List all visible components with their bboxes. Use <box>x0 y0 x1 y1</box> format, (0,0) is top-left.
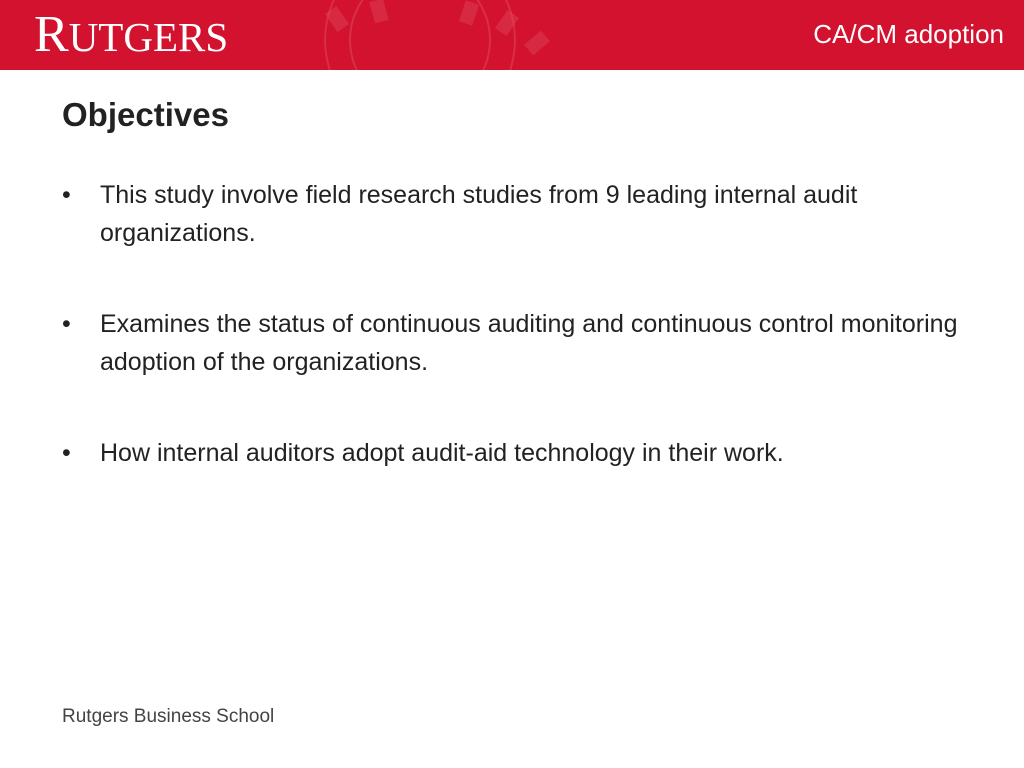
bullet-item <box>62 176 962 252</box>
footer-text: Rutgers Business School <box>62 706 275 727</box>
page-title: Objectives <box>62 96 229 133</box>
bullet-text: Examines the status of continuous auditing and continuous control monitoring adoption of the organizations. <box>100 310 958 376</box>
bullet-symbol: • <box>62 181 71 209</box>
slide-topic: CA/CM adoption <box>813 19 1004 49</box>
bullet-text: How internal auditors adopt audit-aid technology in their work. <box>100 439 784 467</box>
bullet-text: This study involve field research studies from 9 leading internal audit organizations. <box>100 181 858 247</box>
bullet-item <box>62 434 962 472</box>
bullet-list <box>62 176 962 525</box>
bullet-symbol: • <box>62 310 71 338</box>
header-banner <box>0 0 1024 70</box>
bullet-item <box>62 305 962 381</box>
bullet-symbol: • <box>62 439 71 467</box>
rutgers-logo: RUTGERS <box>34 6 229 63</box>
